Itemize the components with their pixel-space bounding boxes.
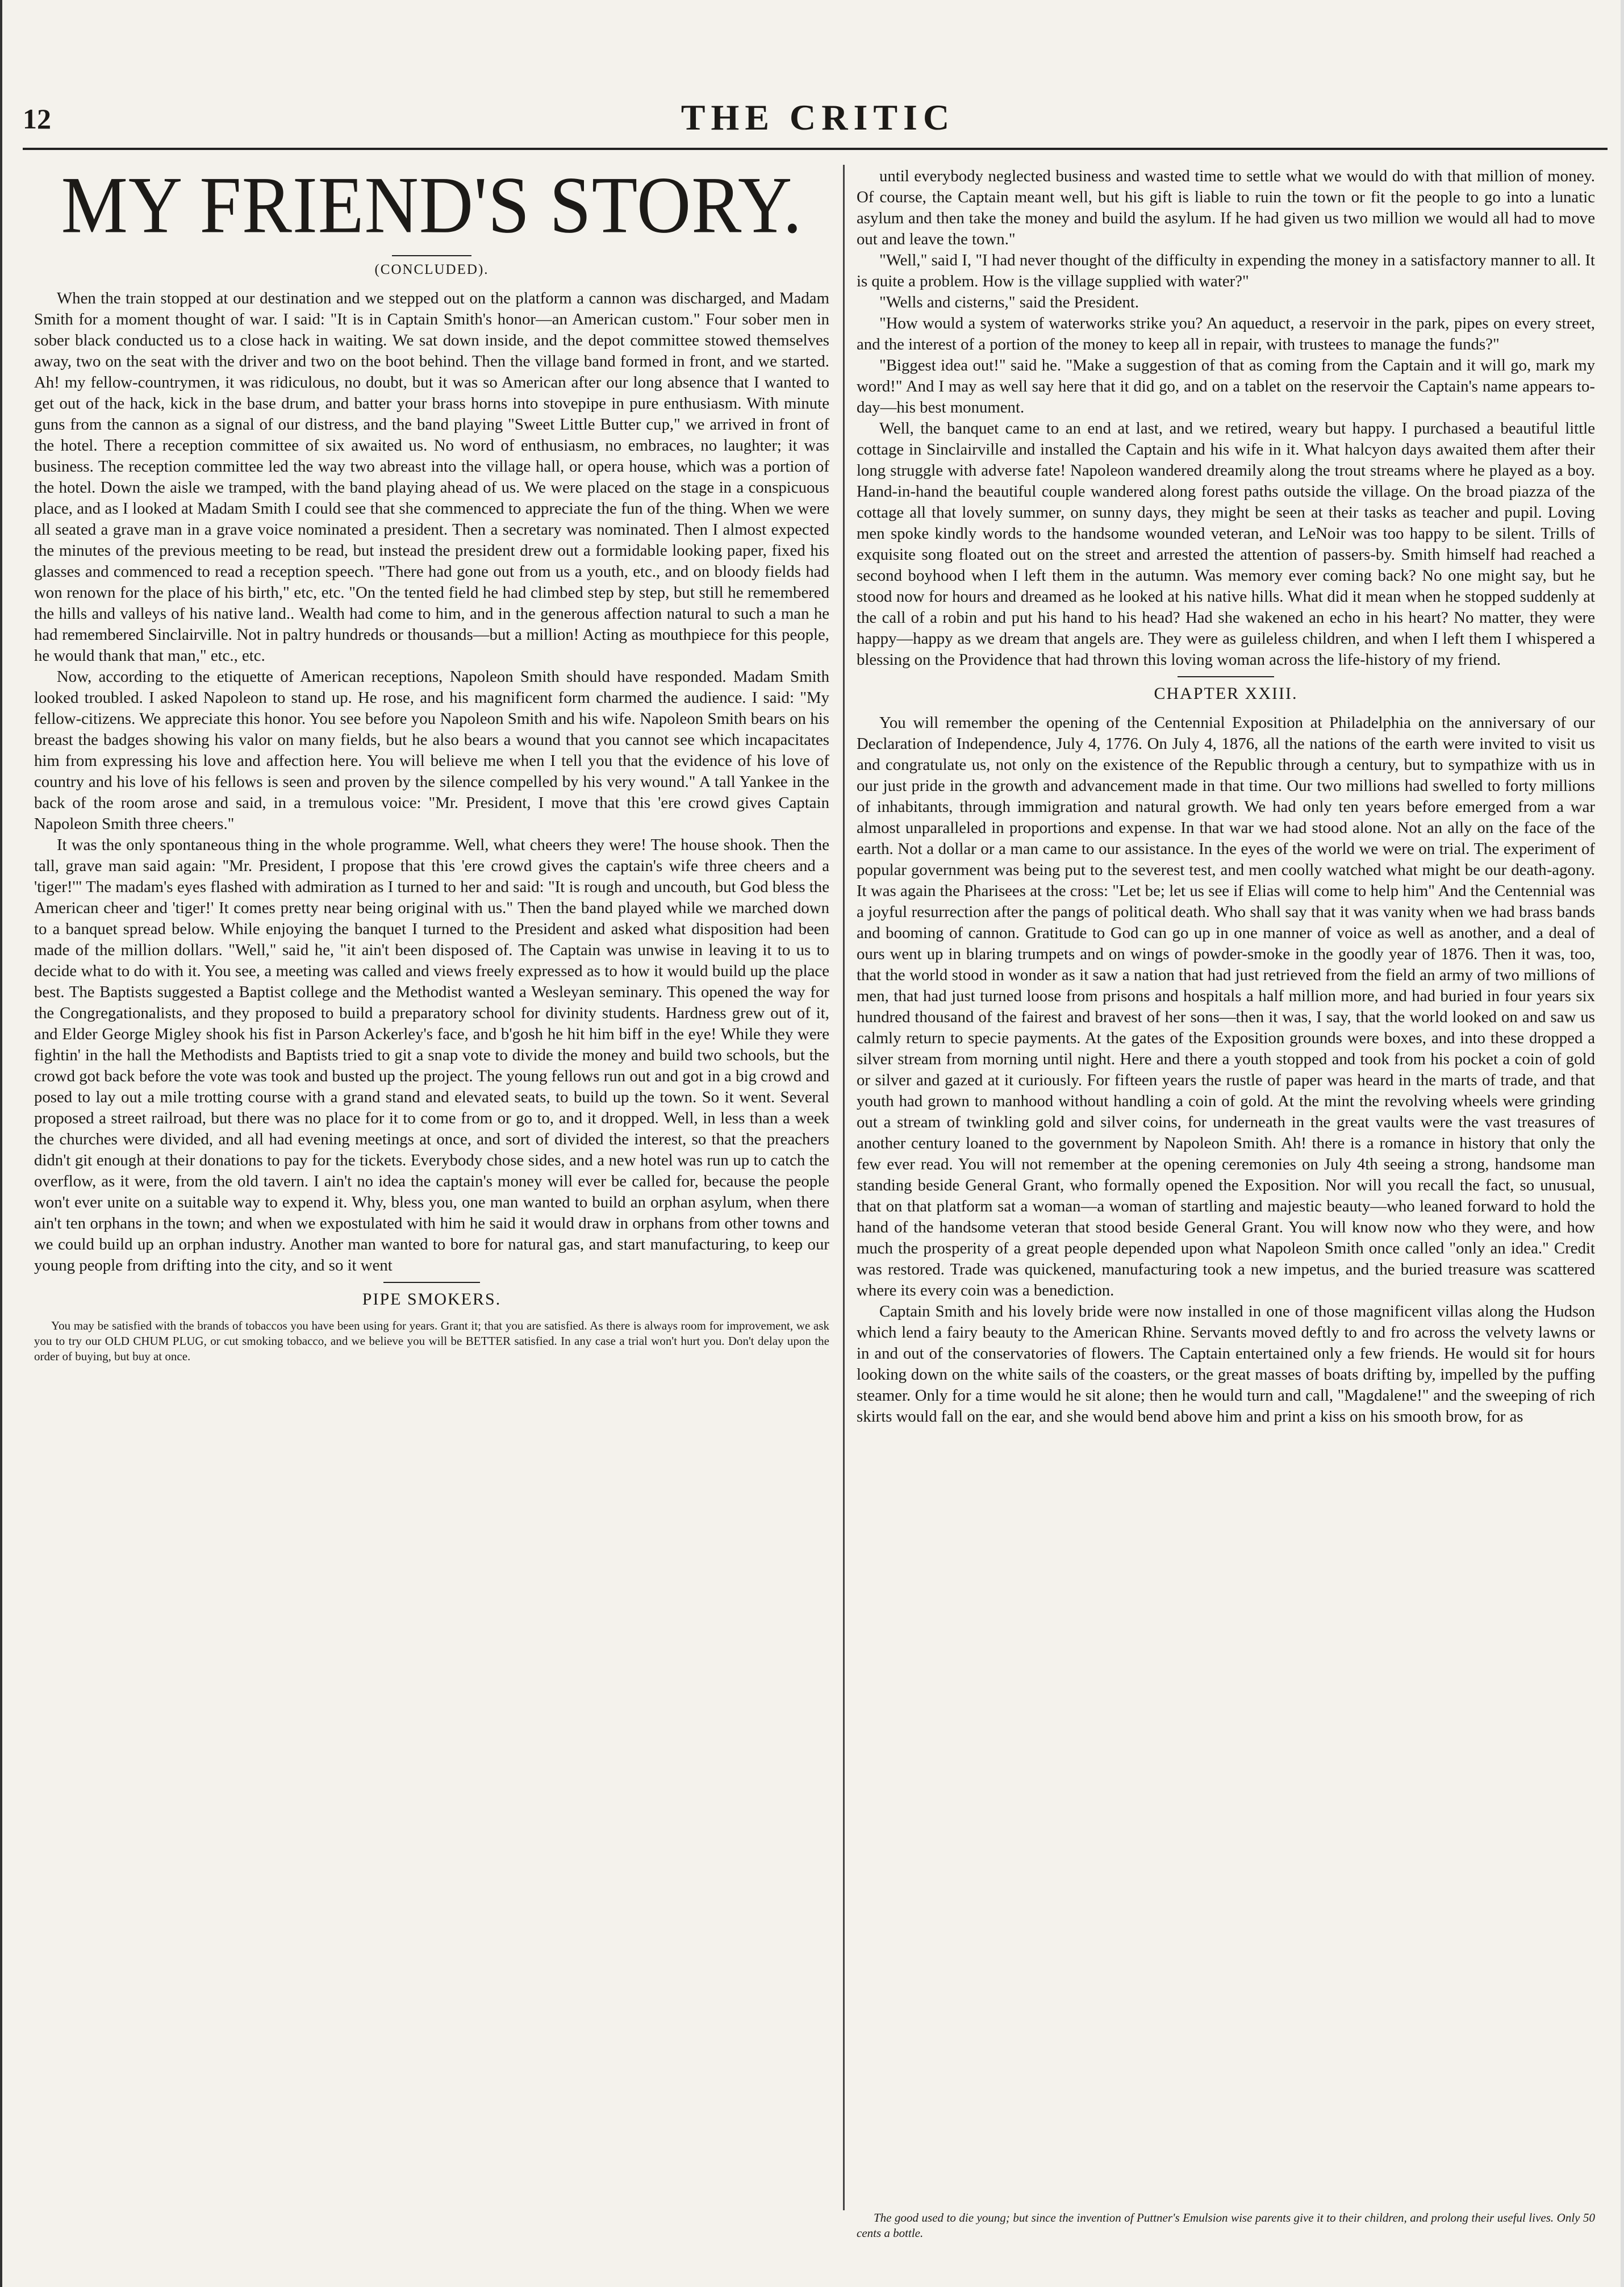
- right-column-text-para-4: "Biggest idea out!" said he. "Make a suggestion of that as coming from the Captain and it will go, mark my word!" And I may as well say here that it did go, and on a tablet on the reservoir the Captain's name appears to-day—his best monument.: [857, 356, 1595, 416]
- header-rule: [23, 148, 1608, 150]
- ad-rule: [383, 1282, 480, 1283]
- column-divider: [843, 165, 845, 2210]
- right-column-text-para-3: "How would a system of waterworks strike you? An aqueduct, a reservoir in the park, pipes on every street, and the interest of a portion of the money to keep all in repair, with trustees to manage the funds?": [857, 314, 1595, 353]
- left-column-text-para-1: Now, according to the etiquette of American receptions, Napoleon Smith should have responded. Madam Smith looked troubled. I asked Napoleon to stand up. He rose, and his magnificent form charmed the audience. I said: "My fellow-citizens. We appreciate this honor. You see before you Napoleon Smith and his wife. Napoleon Smith bears on his breast the badges showing his valor on many fields, but he also bears a wound that you cannot see which incapacitates him from expressing his love and affection here. You will believe me when I tell you that the evidence of his love of country and his love of his fellows is seen and proven by the silence compelled by his very wound." A tall Yankee in the back of the room arose and said, in a tremulous voice: "Mr. President, I move that this 'ere crowd gives Captain Napoleon Smith three cheers.": [34, 667, 829, 833]
- right-column-text-para-5: Well, the banquet came to an end at last, and we retired, weary but happy. I purchased a beautiful little cottage in Sinclairville and installed the Captain and his wife in it. What halcyon days awaited them after their long struggle with adverse fate! Napoleon wandered dreamily along the trout streams where he played as a boy. Hand-in-hand the beautiful couple wandered along forest paths outside the village. On the broad piazza of the cottage all that lovely summer, on sunny days, they might be seen at their tasks as teacher and pupil. Loving men spoke kindly words to the handsome wounded veteran, and LeNoir was too happy to be silent. Trills of exquisite song floated out on the street and arrested the attention of passers-by. Smith himself had reached a second boyhood when I left them in the autumn. Was memory ever coming back? No one might say, but he stood now for hours and dreamed as he looked at his native hills. What did it mean when he stopped suddenly at the call of a robin and put his hand to his head? Had she wakened an echo in his heart? No matter, they were happy—happy as we dream that angels are. They were as guileless children, and when I left them I whispered a blessing on the Providence that had thrown this loving woman across the life-history of my friend.: [857, 419, 1595, 669]
- emulsion-text: The good used to die young; but since the invention of Puttner's Emulsion wise parents give it to their children, and prolong their useful lives. Only 50 cents a bottle.: [857, 2211, 1595, 2240]
- title-rule: [392, 255, 471, 256]
- right-column: [857, 166, 1595, 2274]
- page-header: [23, 97, 1613, 142]
- article-title: MY FRIEND'S STORY.: [61, 166, 803, 250]
- article-body-left: [34, 288, 829, 1276]
- chapter-text-para-1: Captain Smith and his lovely bride were now installed in one of those magnificent villas along the Hudson which lend a fairy beauty to the American Rhine. Servants moved deftly to and fro across the velvety lawns or in and out of the conservatories of flowers. The Captain entertained only a few friends. He would sit for hours looking down on the white sails of the coasters, or the great masses of boats drifting by, impelled by the puffing steamer. Only for a time would he sit alone; then he would turn and call, "Magdalene!" and the sweeping of rich skirts would fall on the ear, and she would bend above him and print a kiss on his smooth brow, for as: [857, 1302, 1595, 1426]
- chapter-text-para-0: You will remember the opening of the Centennial Exposition at Philadelphia on the anniversary of our Declaration of Independence, July 4, 1776. On July 4, 1876, all the nations of the earth were invited to visit us and congratulate us, not only on the existence of the Republic through a century, but to sympathize with us in our just pride in the growth and advancement made in that time. Our two millions had swelled to forty millions of inhabitants, through immigration and natural growth. We had only ten years before emerged from a war almost unparalleled in proportions and expense. In that war we had stood alone. Not an ally on the face of the earth. Not a dollar or a man came to our assistance. In the eyes of the world we were on trial. The experiment of popular government was being put to the severest test, and men coolly watched what might be our death-agony. It was again the Pharisees at the cross: "Let be; let us see if Elias will come to help him" And the Centennial was a joyful resurrection after the pangs of political death. Who shall say that it was vanity when we had brass bands and booming of cannon. Gratitude to God can go up in one manner of voice as well as another, and a deal of ours went up in blaring trumpets and on wings of powder-smoke in the goodly year of 1876. Then it was, too, that the world stood in wonder as it saw a nation that had just retrieved from the field an army of two millions of men, that had just turned loose from prisons and hospitals a half million more, and had buried in four years six hundred thousand of the fairest and bravest of her sons—then it was, I say, that the world looked on and saw us calmly return to specie payments. At the gates of the Exposition grounds were boxes, and into these dropped a silver stream from morning until night. Here and there a youth stopped and took from his pocket a coin of gold or silver and gazed at it curiously. For fifteen years the rustle of paper was heard in the marts of trade, and that youth had grown to manhood without handling a coin of gold. At the mint the revolving wheels were grinding out a stream of twinkling gold and silver coins, for underneath in the great vaults were the vast treasures of another century loaned to the government by Napoleon Smith. Ah! there is a romance in history that only the few ever read. You will not remember at the opening ceremonies on July 4th seeing a strong, handsome man standing beside General Grant, who formally opened the Exposition. Nor will you recall the fact, so unusual, that on that platform sat a woman—a woman of startling and majestic beauty—who leaned forward to hold the hand of the handsome veteran that stood beside General Grant. You will know now who they were, and how much the prosperity of a great people depended upon what Napoleon Smith once called "only an idea." Credit was restored. Trade was quickened, manufacturing took a new impetus, and the buried treasure was scattered where its every coin was a benediction.: [857, 714, 1595, 1299]
- right-column-text-para-0: until everybody neglected business and wasted time to settle what we would do with that million of money. Of course, the Captain meant well, but his gift is liable to ruin the town or fit the people to go into a lunatic asylum and then take the money and build the asylum. If he had given us two million we would all had to move out and leave the town.": [857, 167, 1595, 248]
- chapter-heading: CHAPTER XXIII.: [1154, 684, 1298, 703]
- emulsion-advertisement: [857, 2210, 1595, 2261]
- article-subtitle: (CONCLUDED).: [374, 261, 489, 277]
- left-column: [34, 166, 829, 2280]
- chapter-rule: [1178, 676, 1274, 677]
- pipe-smokers-heading: PIPE SMOKERS.: [362, 1289, 502, 1309]
- left-column-text-para-2: It was the only spontaneous thing in the whole programme. Well, what cheers they were! The house shook. Then the tall, grave man said again: "Mr. President, I propose that this 'ere crowd gives the captain's wife three cheers and a 'tiger!'" The madam's eyes flashed with admiration as I turned to her and said: "It is rough and uncouth, but God bless the American cheer and 'tiger!' It comes pretty near being original with us." Then the band played while we marched down to a banquet spread below. While enjoying the banquet I turned to the President and asked what disposition had been made of the million dollars. "Well," said he, "it ain't been disposed of. The Captain was unwise in leaving it to us to decide what to do with it. You see, a meeting was called and views freely expressed as to how it would build up the place best. The Baptists suggested a Baptist college and the Methodist wanted a Wesleyan seminary. This opened the way for the Congregationalists, and they proposed to build a preparatory school for divinity students. Hardness grew out of it, and Elder George Migley shook his fist in Parson Ackerley's face, and b'gosh he hit him biff in the eye! While they were fightin' in the hall the Methodists and Baptists tried to git a snap vote to divide the money and build two schools, but the crowd got back before the vote was took and busted up the project. The young fellows run out and got in a big crowd and posed to lay out a mile trotting course with a grand stand and elevated seats, to build up the town. So it went. Several proposed a street railroad, but there was no place for it to come from or go to, and it dropped. Well, in less than a week the churches were divided, and all had evening meetings at once, and sort of divided the interest, so that the preachers didn't git enough at their donations to pay for the tickets. Everybody chose sides, and a new hotel was run up to catch the overflow, as it were, from the old tavern. I ain't no idea the captain's money will ever be called for, because the people won't ever unite on a suitable way to expend it. Why, bless you, one man wanted to build an orphan asylum, when there ain't ten orphans in the town; and when we expostulated with him he said it would draw in orphans from other towns and we could build up an orphan industry. Another man wanted to bore for natural gas, and start manufacturing, to keep our young people from drifting into the city, and so it went: [34, 835, 829, 1274]
- scan-edge-right: [1621, 0, 1624, 2287]
- article-body-right: [857, 166, 1595, 670]
- pipe-smokers-text: You may be satisfied with the brands of tobaccos you have been using for years. Grant it; that you are satisfied. As there is always room for improvement, we ask you to try our OLD CHUM PLUG, or cut smoking tobacco, and we believe you will be BETTER satisfied. In any case a trial won't hurt you. Don't delay upon the order of buying, but buy at once.: [34, 1318, 829, 1363]
- chapter-body: [857, 713, 1595, 1427]
- page-number: 12: [23, 103, 51, 135]
- right-column-text-para-1: "Well," said I, "I had never thought of the difficulty in expending the money in a satisfactory manner to all. It is quite a problem. How is the village supplied with water?": [857, 251, 1595, 290]
- scan-edge: [0, 0, 2, 2287]
- left-column-text-para-0: When the train stopped at our destination and we stepped out on the platform a cannon was discharged, and Madam Smith for a moment thought of war. I said: "It is in Captain Smith's honor—an American custom." Four sober men in sober black conducted us to a close hack in waiting. We sat down inside, and the depot committee stowed themselves away, two on the seat with the driver and two on the boot behind. Then the village band formed in front, and we started. Ah! my fellow-countrymen, it was ridiculous, no doubt, but it was so American after our long absence that I wanted to get out of the hack, kick in the base drum, and batter your brass horns into stovepipe in pure enthusiasm. With minute guns from the cannon as a signal of our distress, and the band playing "Sweet Little Butter cup," we arrived in front of the hotel. There a reception committee of six awaited us. No word of enthusiasm, no embraces, no laughter; it was business. The reception committee led the way two abreast into the village hall, or opera house, which was a portion of the hotel. Down the aisle we tramped, with the band playing ahead of us. We were placed on the stage in a conspicuous place, and as I looked at Madam Smith I could see that she commenced to appreciate the fun of the thing. When we were all seated a grave man in a grave voice nominated a president. Then a secretary was nominated. Then I almost expected the minutes of the previous meeting to be read, but instead the president drew out a formidable looking paper, fixed his glasses and commenced to read a reception speech. "There had gone out from us a youth, etc., and on bloody fields had won renown for the place of his birth," etc, etc. "On the tented field he had climbed step by step, but still he remembered the hills and valleys of his native land.. Wealth had come to him, and in the generous affection natural to such a man he had remembered Sinclairville. Not in paltry hundreds or thousands—but a million! Acting as mouthpiece for this people, he would thank that man," etc., etc.: [34, 289, 829, 665]
- masthead: THE CRITIC: [681, 97, 955, 138]
- right-column-text-para-2: "Wells and cisterns," said the President.: [879, 293, 1139, 311]
